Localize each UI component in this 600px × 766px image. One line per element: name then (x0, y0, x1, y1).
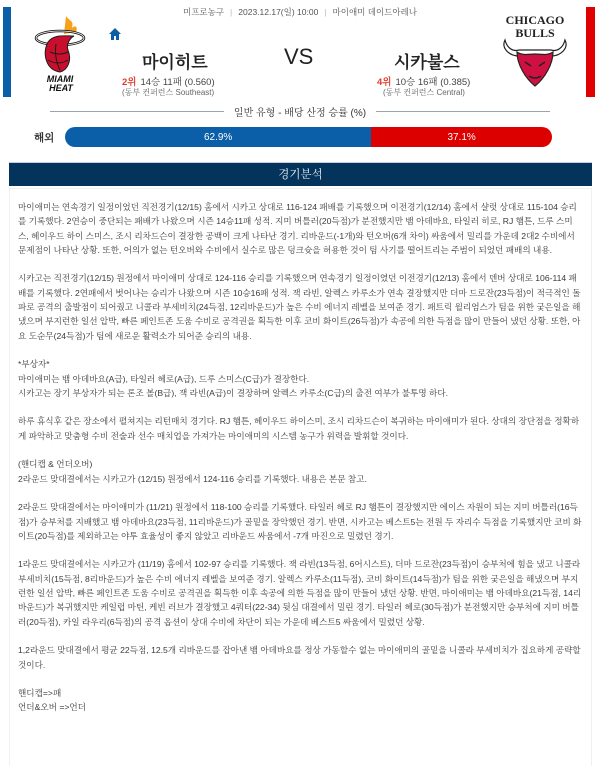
analysis-paragraph: 2라운드 맞대결에서는 시카고가 (12/15) 원정에서 124-116 승리를 기록했다. 내용은 본문 참고. (18, 473, 367, 484)
analysis-paragraph: 1,2라운드 맞대결에서 평균 22득점, 12.5개 리바운드를 잡아낸 뱀 아데바요를 정상 가동할수 없는 마이애미의 골밑을 니콜라 부세비치가 집요하게 공략할 것이다. (18, 645, 581, 670)
home-win-loss: 14승 11패 (0.560) (140, 77, 215, 88)
match-meta: 미프로농구 | 2023.12.17(일) 10:00 | 마이애미 데이드아레나 (182, 7, 418, 17)
analysis-content (9, 188, 592, 766)
analysis-paragraph: 1라운드 맞대결에서는 시카고가 (11/19) 홈에서 102-97 승리를 기록했다. 잭 라빈(13득점, 6어시스트), 더마 드로잔(23득점)이 승부처에 힘을 냈고 니콜라 부세비치(15득점, 8리바운드)가 높은 수비 에너지 레벨을 보여준 경기. 알렉스 카루소(11득점), 코비 화이트(14득점)가 팀을 위한 궂은일을 해냈으며 부지런한 일선 압박, 빠른 페인트존 도움 수비로 공격권을 획득한 이후 속공에 의한 득점을 많이 만들어 냈던 상황. 반면, 마이애미는 뱀 아데바요(21득점, 14리바운드)가 복귀했지만 케일럽 마틴, 케빈 러브가 결장했고 4쿼터(22-34) 뒷심 대결에서 밀린 경기. 타일러 헤로(30득점)가 분전했지만 승부처에 지미 버틀러(20득점), 카일 라우리(6득점)의 공격 옵션이 상대 수비에 차단이 되는 가운데 베스트5 싸움에서 밀렸던 상황. (18, 559, 582, 627)
home-conference: (동부 컨퍼런스 Southeast) (122, 88, 215, 97)
analysis-paragraph: 2라운드 맞대결에서는 마이애미가 (11/21) 원정에서 118-100 승리를 기록했다. 타일러 헤로 RJ 햄튼이 결장했지만 에이스 자원이 되는 지미 버틀러(16득점)가 승부처를 지배했고 뱀 아데바요(23득점, 11리바운드)가 골밑을 장악했던 경기. 반면, 시카고는 베스트5는 전원 두 자리수 득점을 기록했지만 코비 화이트(20득점)를 제외하고는 야투 효율성이 좋지 않았고 리바운드 싸움에서 -7개 마진으로 밀렸던 경기. (18, 502, 582, 541)
analysis-paragraph: 시카고는 직전경기(12/15) 원정에서 마이애미 상대로 124-116 승리를 기록했으며 연속경기 일정이였던 이전경기(12/13) 홈에서 덴버 상대로 106-114 패배를 기록했다. 2연패에서 벗어나는 승리가 나왔으며 시즌 10승16패 성적. 잭 라빈, 알렉스 카루소가 연속 결장했지만 더마 드로잔(23득점)이 적극적인 돌파로 공격의 출발점이 되어줬고 니콜라 부세비치(24득점, 12리바운드)가 높은 수비 에너지 레벨을 보여준 경기. 패트릭 윌리엄스가 팀을 위한 궂은일을 해냈으며 부지런한 일선 압박, 빠른 페인트존 도움 수비로 공격권을 획득한 이후 코비 화이트(26득점)가 속공에 의한 득점을 많이 만들어 냈던 상황. 또한, 아요 도순무(24득점)가 팀에 새로운 활력소가 되어준 승리의 내용. (18, 273, 581, 341)
chicago-bulls-logo (495, 12, 575, 92)
svg-text:CHICAGO: CHICAGO (505, 13, 565, 27)
away-win-probability[interactable]: 37.1% (371, 127, 552, 147)
svg-text:HEAT: HEAT (49, 83, 73, 92)
venue-label: 마이애미 데이드아레나 (332, 7, 418, 17)
away-rank: 4위 (377, 77, 392, 88)
pick-under-over: 언더&오버 =>언더 (18, 702, 86, 713)
svg-text:MIAMI: MIAMI (46, 74, 74, 84)
match-header (0, 0, 600, 100)
away-color-bar (586, 7, 595, 97)
handicap-heading: (핸디캡 & 언더오버) (18, 459, 93, 470)
analysis-paragraph: 하루 휴식후 같은 장소에서 펼쳐지는 리턴매치 경기다. RJ 햄튼, 헤이우드 하이스미, 조시 리차드슨이 복귀하는 마이애미가 된다. 상대의 장단점을 정확하게 파악하고 맞춤형 수비 전술과 선수 매치업을 가져가는 마이애미의 시스템 농구가 위력을 발휘할 것이다. (18, 416, 580, 441)
home-team-name: 마이히트 (142, 53, 208, 72)
vs-label: VS (284, 44, 314, 69)
svg-text:BULLS: BULLS (515, 26, 555, 40)
miami-heat-logo (30, 12, 90, 92)
injury-away: 시카고는 장기 부상자가 되는 론조 볼(B급), 잭 라빈(A급)이 결장하며 알렉스 카루소(C급)의 출전 여부가 불투명 하다. (18, 387, 449, 398)
league-label: 미프로농구 (182, 7, 225, 17)
divider (376, 111, 550, 112)
win-probability-bar (65, 127, 552, 147)
odds-row-overseas (0, 127, 600, 147)
home-icon[interactable] (108, 27, 122, 41)
pick-handicap: 핸디캡=>패 (18, 688, 62, 699)
analysis-paragraph: 마이애미는 연속경기 일정이었던 직전경기(12/15) 홈에서 시카고 상대로 116-124 패배를 기록했으며 이전경기(12/14) 홈에서 샬럿 상대로 115-104 승리를 기록했다. 2연승이 중단되는 패배가 나왔으며 시즌 14승11패 성적. 지미 버틀러(20득점)가 분전했지만 뱀 아데바요, 타일러 히로, RJ 햄튼, 드루 스미스, 헤이우드 하이 스미스, 조시 리차드슨이 결장한 공백이 크게 나타난 경기. 리바운드(-1개)와 턴오버(6개 차이) 싸움에서 밀리를 가운데 2대2 수비에서 문제점이 나타난 상황. 또한, 어의가 없는 턴오버와 수비에서 실수로 많은 덩크슛을 허용한 것이 팀 사기를 떨어트리는 주범이 되었던 패배의 내용. (18, 202, 577, 255)
odds-title: 일반 유형 - 배당 산정 승률 (%) (233, 107, 367, 119)
divider (50, 111, 224, 112)
home-rank: 2위 (122, 77, 137, 88)
home-team-record (122, 74, 215, 88)
home-color-bar (3, 7, 11, 97)
away-win-loss: 10승 16패 (0.385) (395, 77, 471, 88)
away-team-record (377, 74, 470, 88)
away-team-name: 시카불스 (394, 53, 460, 72)
odds-section-title (50, 104, 550, 118)
injury-home: 마이애미는 뱀 아데바요(A급), 타일러 헤로(A급), 드루 스미스(C급)가 결장한다. (18, 373, 310, 384)
injury-heading: *부상자* (18, 359, 50, 370)
home-win-probability[interactable]: 62.9% (65, 127, 371, 147)
match-datetime: 2023.12.17(일) 10:00 (238, 7, 319, 17)
analysis-section-header: 경기분석 (9, 162, 592, 186)
odds-row-label: 해외 (34, 132, 55, 144)
away-conference: (동부 컨퍼런스 Central) (383, 88, 465, 97)
